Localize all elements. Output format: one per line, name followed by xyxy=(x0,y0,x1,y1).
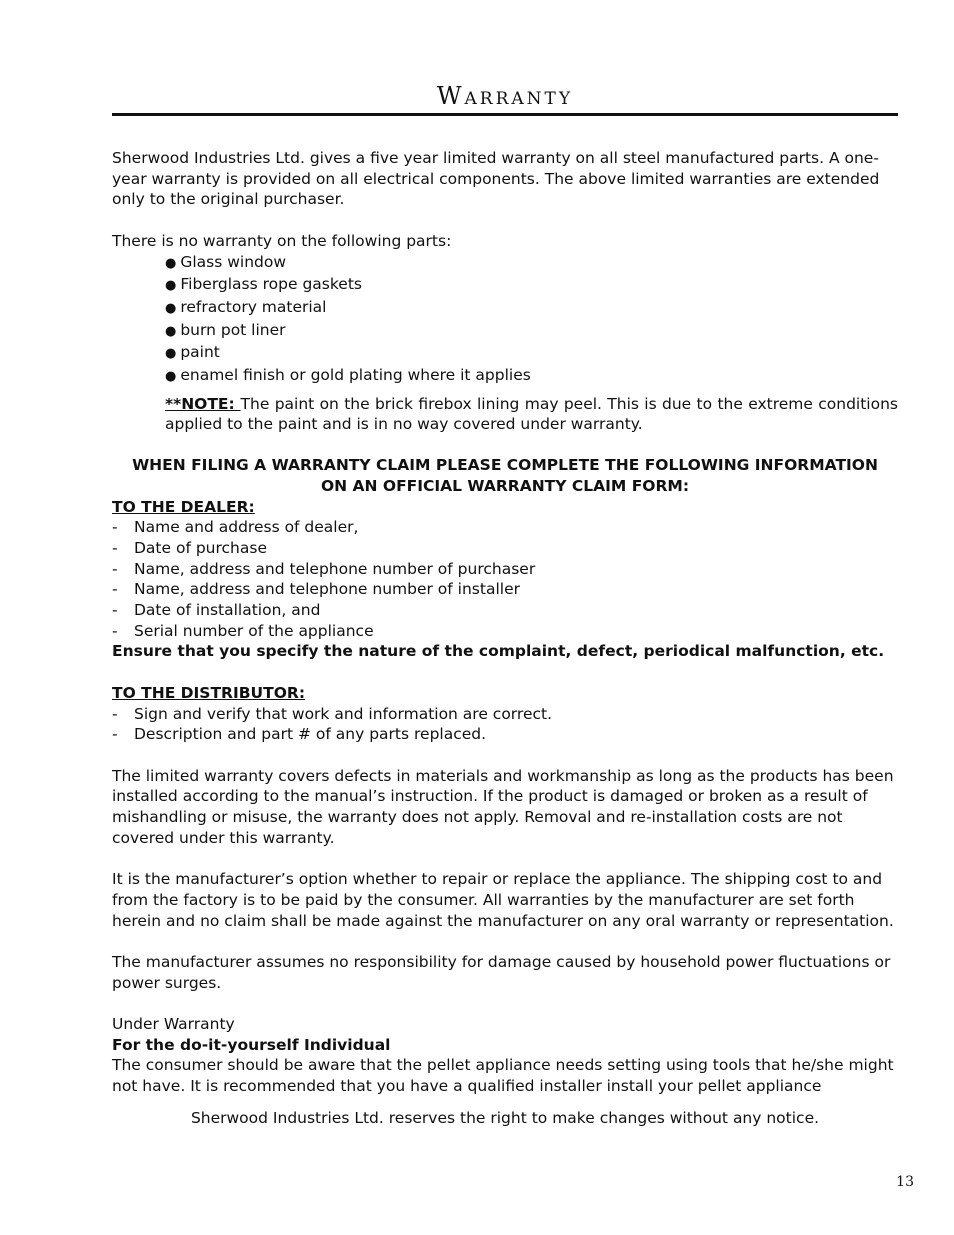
bullet-icon: ● xyxy=(165,346,177,362)
claim-heading: WHEN FILING A WARRANTY CLAIM PLEASE COMPLETE THE FOLLOWING INFORMATION ON AN OFFICIAL WARRANTY CLAIM FORM: xyxy=(132,456,878,495)
intro-paragraph: Sherwood Industries Ltd. gives a five year limited warranty on all steel manufactured parts. A one-year warranty is provided on all electrical components. The above limited warranties are extended only to the original purchaser. xyxy=(112,149,880,209)
bullet-icon: ● xyxy=(165,278,177,294)
list-item: ● Glass window xyxy=(165,252,898,275)
list-item: ● paint xyxy=(165,342,898,365)
dealer-list xyxy=(112,517,898,641)
list-item: ● enamel finish or gold plating where it applies xyxy=(165,365,898,388)
distributor-list xyxy=(112,704,898,745)
list-item: - Date of installation, and xyxy=(112,601,321,620)
document-body xyxy=(112,148,898,1097)
list-item: ● burn pot liner xyxy=(165,320,898,343)
list-item: - Name, address and telephone number of purchaser xyxy=(112,559,536,578)
list-item: - Name, address and telephone number of installer xyxy=(112,580,520,599)
option-paragraph: It is the manufacturer’s option whether to repair or replace the appliance. The shipping cost to and from the factory is to be paid by the consumer. All warranties by the manufacturer are set forth herein and no claim shall be made against the manufacturer on any oral warranty or representation. xyxy=(112,870,894,930)
dealer-emphasis: Ensure that you specify the nature of the complaint, defect, periodical malfunction, etc. xyxy=(112,642,885,661)
list-item: - Sign and verify that work and information are correct. xyxy=(112,704,553,723)
list-item: - Date of purchase xyxy=(112,538,267,557)
note-label: **NOTE: xyxy=(165,394,241,413)
diy-paragraph: The consumer should be aware that the pellet appliance needs setting using tools that he/she might not have. It is recommended that you have a qualified installer install your pellet appliance xyxy=(112,1056,894,1096)
coverage-paragraph: The limited warranty covers defects in materials and workmanship as long as the products has been installed according to the manual’s instruction. If the product is damaged or broken as a result of mishandling or misuse, the warranty does not apply. Removal and re-installation costs are not covered under this warranty. xyxy=(112,766,894,847)
footer-notice: Sherwood Industries Ltd. reserves the right to make changes without any notice. xyxy=(190,1109,820,1127)
list-item: - Name and address of dealer, xyxy=(112,518,359,537)
page-number: 13 xyxy=(896,1174,914,1190)
list-item: - Serial number of the appliance xyxy=(112,621,374,640)
under-warranty-label: Under Warranty xyxy=(112,1015,235,1034)
bullet-icon: ● xyxy=(165,369,177,385)
distributor-heading: TO THE DISTRIBUTOR: xyxy=(112,683,306,702)
no-warranty-intro: There is no warranty on the following parts: xyxy=(112,231,452,250)
no-warranty-list xyxy=(112,252,898,388)
bullet-icon: ● xyxy=(165,255,177,271)
diy-heading: For the do-it-yourself Individual xyxy=(112,1035,391,1054)
dealer-heading: TO THE DEALER: xyxy=(112,497,255,516)
title-divider xyxy=(112,113,898,116)
note-text: The paint on the brick firebox lining may peel. This is due to the extreme conditions applied to the paint and is in no way covered under warranty. xyxy=(165,394,898,434)
list-item: ● Fiberglass rope gaskets xyxy=(165,274,898,297)
list-item: - Description and part # of any parts replaced. xyxy=(112,725,487,744)
list-item: ● refractory material xyxy=(165,297,898,320)
paint-note xyxy=(112,394,898,435)
power-paragraph: The manufacturer assumes no responsibility for damage caused by household power fluctuations or power surges. xyxy=(112,952,891,992)
bullet-icon: ● xyxy=(165,300,177,316)
bullet-icon: ● xyxy=(165,323,177,339)
page-title: Warranty xyxy=(436,82,574,110)
